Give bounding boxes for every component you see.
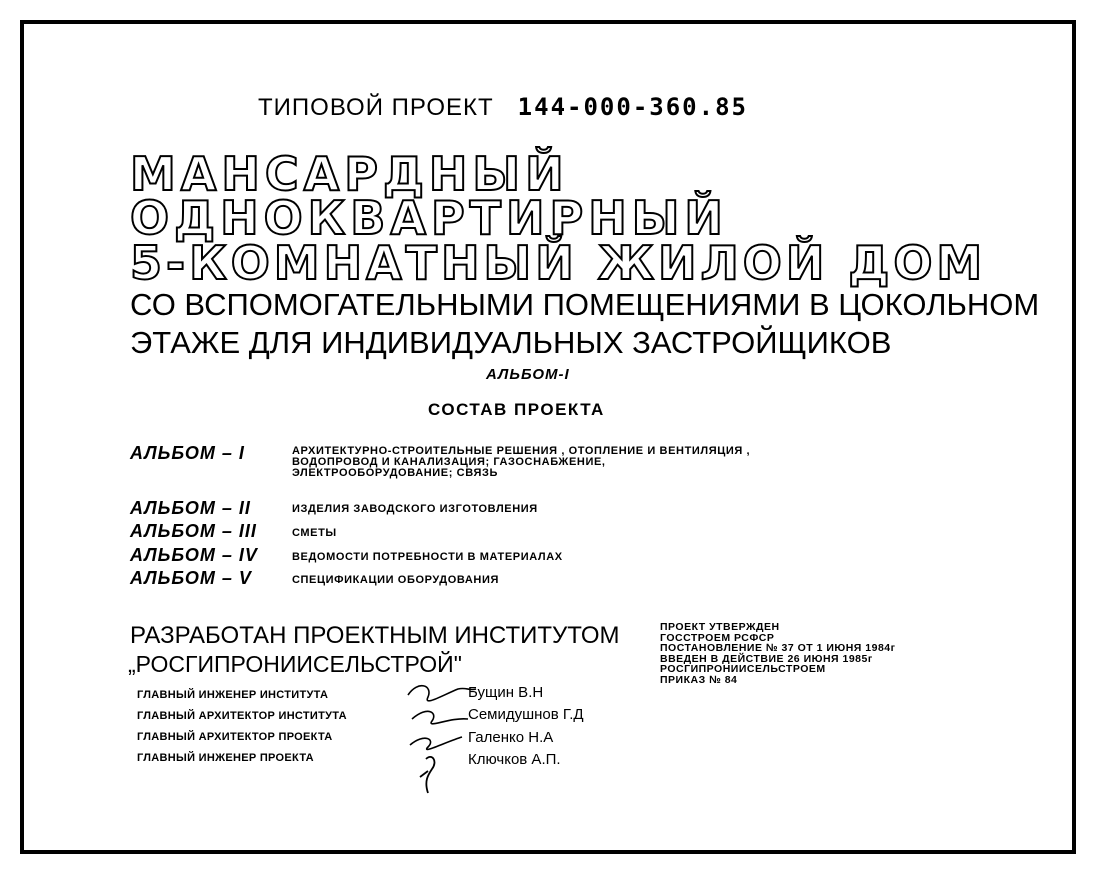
approval-line: ВВЕДЕН В ДЕЙСТВИЕ 26 ИЮНЯ 1985г xyxy=(660,652,873,665)
project-type-label: ТИПОВОЙ ПРОЕКТ xyxy=(258,94,494,121)
signatory-name: Бущин В.Н xyxy=(468,684,544,701)
volume-name: АЛЬБОМ – V xyxy=(130,568,252,588)
approval-line: РОСГИПРОНИИСЕЛЬСТРОЕМ xyxy=(660,663,826,675)
signatory-name: Семидушнов Г.Д xyxy=(468,706,584,723)
handwritten-signatures xyxy=(398,675,478,815)
signatory-role: ГЛАВНЫЙ АРХИТЕКТОР ПРОЕКТА xyxy=(137,731,333,743)
signatory-role: ГЛАВНЫЙ ИНЖЕНЕР ПРОЕКТА xyxy=(137,752,314,764)
signatory-name: Ключков А.П. xyxy=(468,751,561,768)
volume-description: СПЕЦИФИКАЦИИ ОБОРУДОВАНИЯ xyxy=(292,574,499,586)
album-label: АЛЬБОМ-I xyxy=(486,366,570,383)
title-line-2: ОДНОКВАРТИРНЫЙ xyxy=(130,191,728,245)
subtitle-line-1: СО ВСПОМОГАТЕЛЬНЫМИ ПОМЕЩЕНИЯМИ В ЦОКОЛЬНОМ xyxy=(130,287,1040,322)
signatory-role: ГЛАВНЫЙ АРХИТЕКТОР ИНСТИТУТА xyxy=(137,710,347,722)
volume-description: ВЕДОМОСТИ ПОТРЕБНОСТИ В МАТЕРИАЛАХ xyxy=(292,551,563,563)
volume-name: АЛЬБОМ – II xyxy=(130,498,251,518)
volume-name: АЛЬБОМ – III xyxy=(130,521,257,541)
project-number: 144-000-360.85 xyxy=(517,93,748,121)
project-type-line xyxy=(258,95,748,120)
approval-line: ПРИКАЗ № 84 xyxy=(660,673,738,686)
approval-line: ПОСТАНОВЛЕНИЕ № 37 ОТ 1 ИЮНЯ 1984г xyxy=(660,642,896,654)
signatory-name: Галенко Н.А xyxy=(468,729,554,746)
approval-block xyxy=(660,622,896,685)
volume-description-line: АРХИТЕКТУРНО-СТРОИТЕЛЬНЫЕ РЕШЕНИЯ , ОТОПЛЕНИЕ И ВЕНТИЛЯЦИЯ , xyxy=(292,445,751,457)
title-line-1: МАНСАРДНЫЙ xyxy=(130,147,569,201)
volume-description: СМЕТЫ xyxy=(292,527,337,539)
volume-description-line: ВОДОПРОВОД И КАНАЛИЗАЦИЯ; ГАЗОСНАБЖЕНИЕ, xyxy=(292,456,606,468)
volume-name: АЛЬБОМ – IV xyxy=(130,545,258,565)
approval-line: ГОССТРОЕМ РСФСР xyxy=(660,631,775,644)
volume-description-line: ЭЛЕКТРООБОРУДОВАНИЕ; СВЯЗЬ xyxy=(292,467,498,479)
approval-line: ПРОЕКТ УТВЕРЖДЕН xyxy=(660,621,780,633)
subtitle-line-2: ЭТАЖЕ ДЛЯ ИНДИВИДУАЛЬНЫХ ЗАСТРОЙЩИКОВ xyxy=(130,325,892,360)
volume-description xyxy=(292,446,750,479)
signatory-role: ГЛАВНЫЙ ИНЖЕНЕР ИНСТИТУТА xyxy=(137,689,329,701)
volume-name: АЛЬБОМ – I xyxy=(130,443,245,463)
developer-institute: „РОСГИПРОНИИСЕЛЬСТРОЙ" xyxy=(128,651,462,677)
volume-description: ИЗДЕЛИЯ ЗАВОДСКОГО ИЗГОТОВЛЕНИЯ xyxy=(292,503,538,515)
title-line-3: 5-КОМНАТНЫЙ ЖИЛОЙ ДОМ xyxy=(130,236,987,290)
composition-title: СОСТАВ ПРОЕКТА xyxy=(428,400,605,419)
developer-line-1: РАЗРАБОТАН ПРОЕКТНЫМ ИНСТИТУТОМ xyxy=(130,622,620,649)
